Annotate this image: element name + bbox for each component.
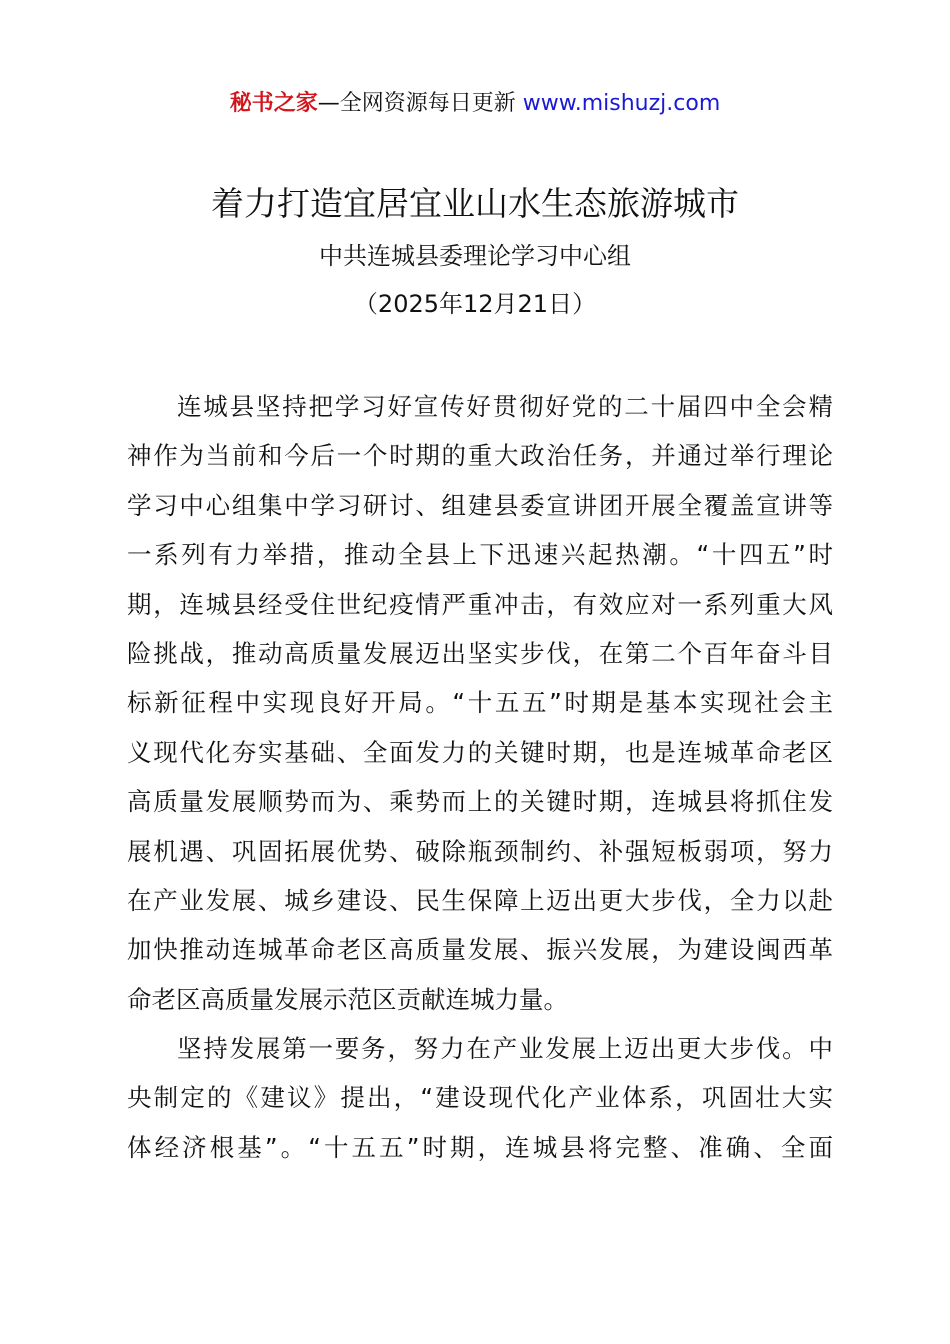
paragraph xyxy=(127,1024,833,1172)
paragraph-line: 加快推动连城革命老区高质量发展、振兴发展，为建设闽西革 xyxy=(127,935,833,965)
header-slogan: —全网资源每日更新 xyxy=(317,91,523,116)
paragraph-line: 标新征程中实现良好开局。“十五五”时期是基本实现社会主 xyxy=(127,688,833,718)
paragraph-line: 险挑战，推动高质量发展迈出坚实步伐，在第二个百年奋斗目 xyxy=(127,638,833,668)
paragraph-line: 央制定的《建议》提出，“建设现代化产业体系，巩固壮大实 xyxy=(127,1083,833,1113)
paragraph-line: 神作为当前和今后一个时期的重大政治任务，并通过举行理论 xyxy=(127,441,833,471)
paragraph-line: 命老区高质量发展示范区贡献连城力量。 xyxy=(127,984,568,1014)
paragraph-line: 坚持发展第一要务，努力在产业发展上迈出更大步伐。中 xyxy=(177,1034,833,1064)
paragraph-line: 体经济根基”。“十五五”时期，连城县将完整、准确、全面 xyxy=(127,1132,833,1162)
document-author: 中共连城县委理论学习中心组 xyxy=(319,242,631,270)
brand-name: 秘书之家 xyxy=(229,91,318,116)
site-header xyxy=(0,88,950,120)
paragraph-line: 一系列有力举措，推动全县上下迅速兴起热潮。“十四五”时 xyxy=(127,540,833,570)
document-title: 着力打造宜居宜业山水生态旅游城市 xyxy=(211,184,739,223)
site-url-link[interactable]: www.mishuzj.com xyxy=(522,91,721,116)
paragraph-line: 展机遇、巩固拓展优势、破除瓶颈制约、补强短板弱项，努力 xyxy=(127,836,833,866)
paragraph-line: 期，连城县经受住世纪疫情严重冲击，有效应对一系列重大风 xyxy=(127,589,833,619)
document-date: （2025年12月21日） xyxy=(353,290,597,318)
paragraph-line: 连城县坚持把学习好宣传好贯彻好党的二十届四中全会精 xyxy=(177,392,833,421)
paragraph-line: 高质量发展顺势而为、乘势而上的关键时期，连城县将抓住发 xyxy=(127,787,833,817)
paragraph xyxy=(127,382,833,1024)
document-body xyxy=(127,382,833,1172)
paragraph-line: 义现代化夯实基础、全面发力的关键时期，也是连城革命老区 xyxy=(127,737,833,767)
paragraph-line: 学习中心组集中学习研讨、组建县委宣讲团开展全覆盖宣讲等 xyxy=(127,490,833,520)
paragraph-line: 在产业发展、城乡建设、民生保障上迈出更大步伐，全力以赴 xyxy=(127,885,833,915)
